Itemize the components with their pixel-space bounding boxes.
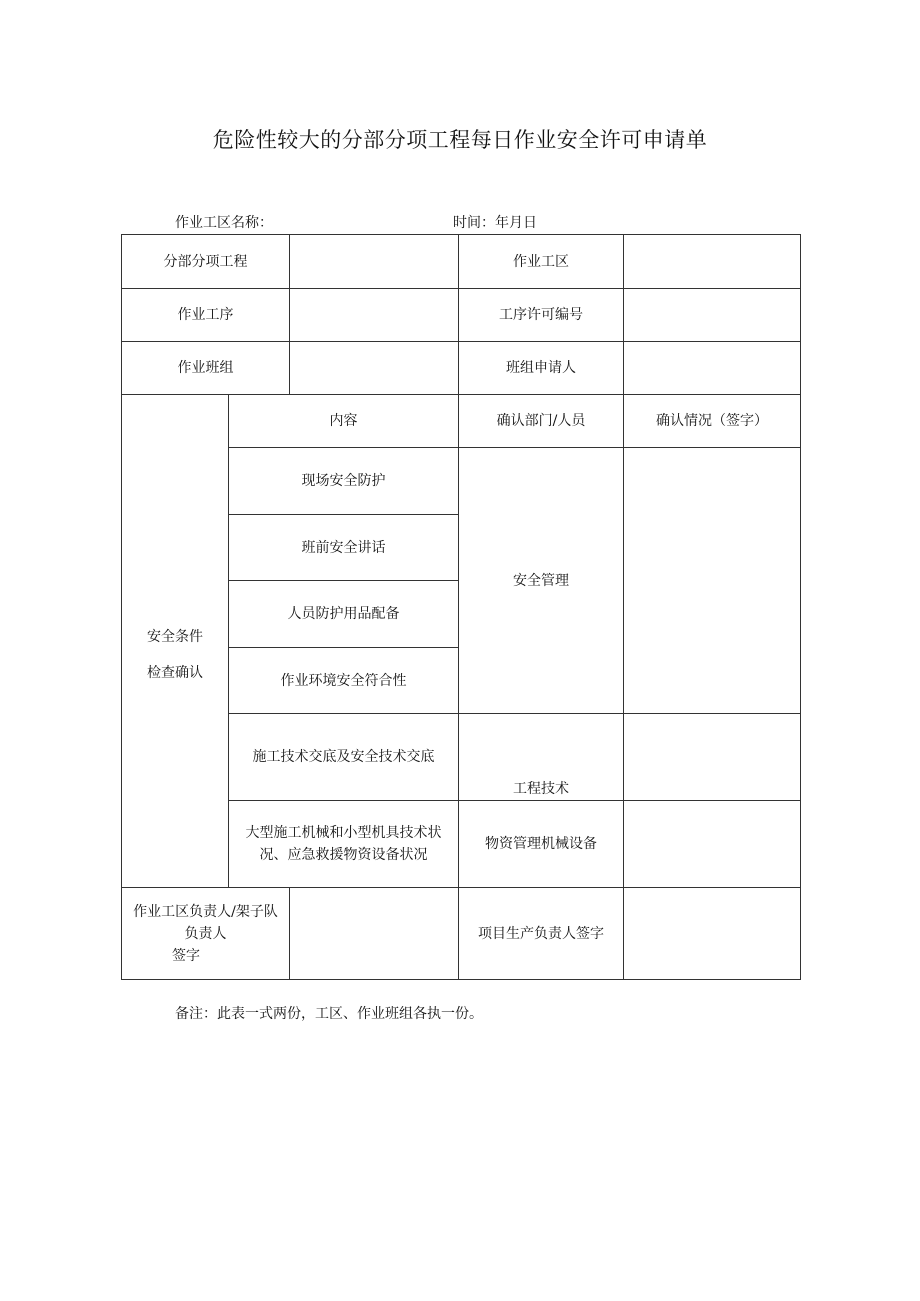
dept-engineering: 工程技术	[459, 714, 624, 801]
sign-left-line1: 作业工区负责人/架子队	[133, 903, 278, 920]
sign-left-line3: 签字	[172, 947, 200, 964]
permit-number-label: 工序许可编号	[459, 289, 624, 342]
team-applicant-label: 班组申请人	[459, 342, 624, 395]
item-machinery-line2: 况、应急救援物资设备状况	[259, 847, 428, 863]
section-label-line2: 检查确认	[147, 665, 203, 681]
item-ppe: 人员防护用品配备	[229, 581, 459, 648]
work-area-field[interactable]	[624, 235, 801, 289]
date-label: 时间：年月日	[453, 215, 537, 231]
permit-table	[121, 234, 801, 980]
item-machinery-status	[229, 801, 459, 888]
safety-check-section-label	[122, 395, 229, 888]
table-header-row	[122, 395, 801, 448]
item-pre-shift-talk: 班前安全讲话	[229, 515, 459, 581]
item-machinery-line1: 大型施工机械和小型机具技术状	[245, 825, 442, 841]
item-environment: 作业环境安全符合性	[229, 648, 459, 714]
header-status: 确认情况（签字）	[624, 395, 801, 448]
item-technical-briefing: 施工技术交底及安全技术交底	[229, 714, 459, 801]
work-area-cell-label: 作业工区	[459, 235, 624, 289]
section-label-line1: 安全条件	[147, 629, 203, 645]
dept-safety-management: 安全管理	[459, 448, 624, 714]
dept-materials: 物资管理机械设备	[459, 801, 624, 888]
materials-signature-field[interactable]	[624, 801, 801, 888]
subproject-field[interactable]	[290, 235, 459, 289]
team-label: 作业班组	[122, 342, 290, 395]
safety-signature-field[interactable]	[624, 448, 801, 714]
table-row	[122, 342, 801, 395]
header-content: 内容	[229, 395, 459, 448]
subproject-label: 分部分项工程	[122, 235, 290, 289]
work-area-head-signature-label	[122, 888, 290, 980]
table-row	[122, 235, 801, 289]
table-row	[122, 289, 801, 342]
team-field[interactable]	[290, 342, 459, 395]
header-dept: 确认部门/人员	[459, 395, 624, 448]
permit-number-field[interactable]	[624, 289, 801, 342]
procedure-label: 作业工序	[122, 289, 290, 342]
procedure-field[interactable]	[290, 289, 459, 342]
remark-note: 备注：此表一式两份，工区、作业班组各执一份。	[175, 1006, 483, 1022]
work-area-head-signature-field[interactable]	[290, 888, 459, 980]
team-applicant-field[interactable]	[624, 342, 801, 395]
engineering-signature-field[interactable]	[624, 714, 801, 801]
item-site-protection: 现场安全防护	[229, 448, 459, 515]
work-area-label: 作业工区名称：	[175, 215, 273, 231]
form-title: 危险性较大的分部分项工程每日作业安全许可申请单	[212, 128, 708, 152]
sign-left-line2: 负责人	[184, 925, 227, 942]
production-head-signature-field[interactable]	[624, 888, 801, 980]
table-row	[122, 888, 801, 980]
production-head-signature-label: 项目生产负责人签字	[459, 888, 624, 980]
